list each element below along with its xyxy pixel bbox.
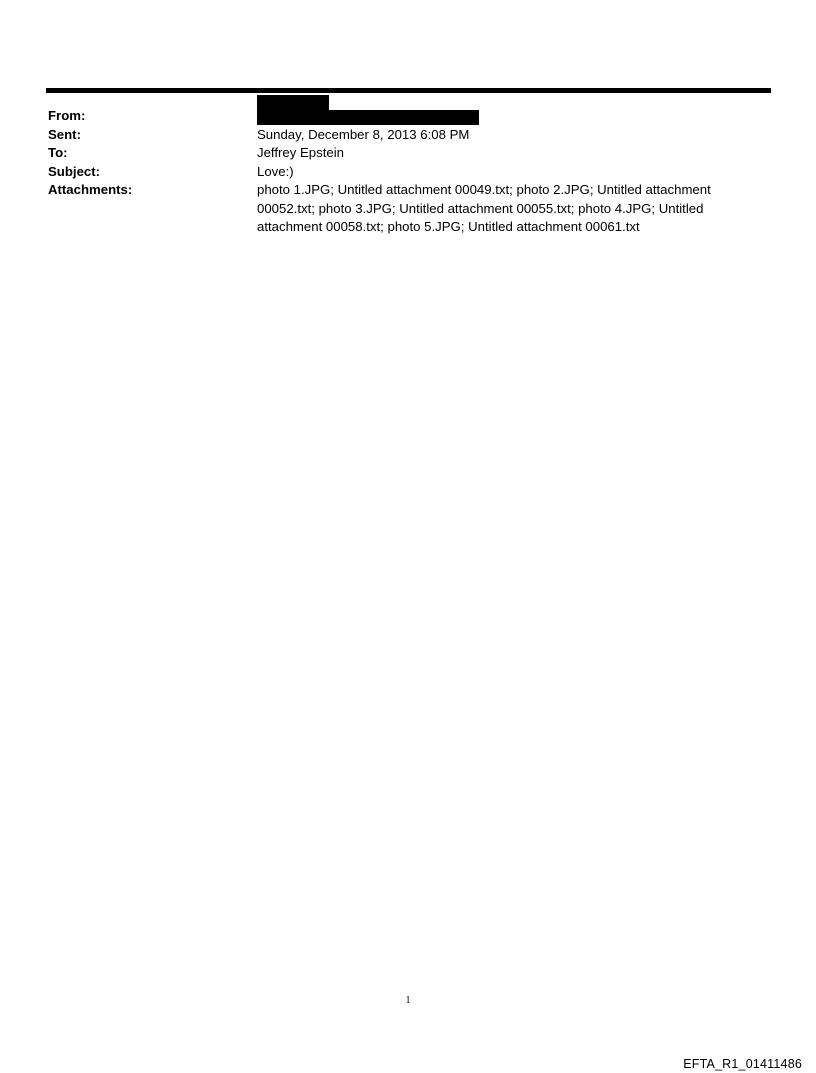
- from-label: From:: [48, 108, 86, 123]
- attachments-label: Attachments:: [48, 182, 133, 197]
- redaction-block: [257, 95, 329, 125]
- subject-value: Love:): [257, 163, 294, 179]
- to-label: To:: [48, 145, 68, 160]
- subject-label: Subject:: [48, 163, 101, 179]
- sent-label: Sent:: [48, 126, 81, 142]
- attachments-value: photo 1.JPG; Untitled attachment 00049.txt; photo 2.JPG; Untitled attachment 00052.txt; photo 3.JPG; Untitled attachment 00055.txt; photo 4.JPG; Untitled attachment 00058.txt; photo 5.JPG; Untitled attachment 00061.txt: [257, 182, 711, 234]
- from-value: [257, 107, 770, 126]
- redaction-block: [327, 110, 479, 125]
- header-divider: [46, 88, 771, 93]
- sent-row: [48, 126, 770, 145]
- sent-value: Sunday, December 8, 2013 6:08 PM: [257, 126, 470, 142]
- page-number: 1: [405, 995, 411, 1006]
- to-row: [48, 144, 770, 163]
- to-value: Jeffrey Epstein: [257, 145, 344, 160]
- subject-row: [48, 163, 770, 182]
- document-id: EFTA_R1_01411486: [683, 1057, 802, 1071]
- from-row: [48, 107, 770, 126]
- attachments-row: [48, 181, 770, 237]
- email-header: [48, 107, 770, 237]
